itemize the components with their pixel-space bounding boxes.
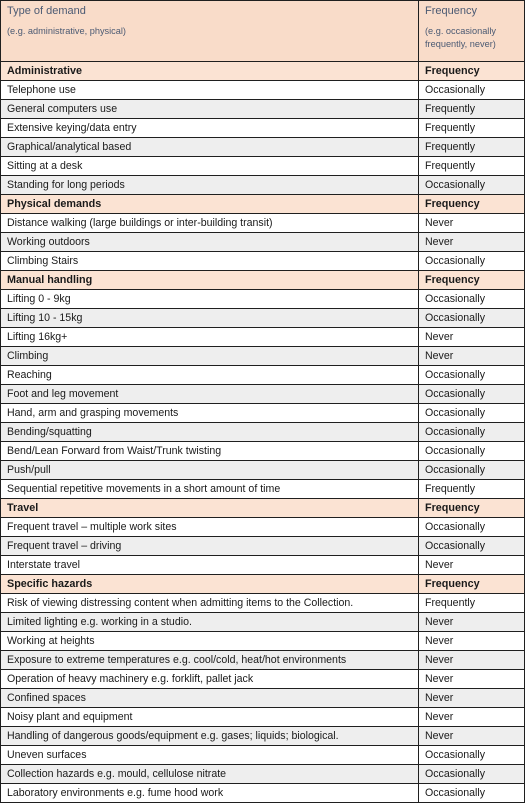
table-row (1, 423, 525, 442)
table-row (1, 518, 525, 537)
section-title: Administrative (1, 62, 419, 81)
demand-cell: Handling of dangerous goods/equipment e.g. gases; liquids; biological. (1, 727, 419, 746)
frequency-cell: Occasionally (419, 784, 525, 803)
header-frequency (419, 1, 525, 62)
demand-cell: Uneven surfaces (1, 746, 419, 765)
frequency-cell: Occasionally (419, 176, 525, 195)
frequency-cell: Never (419, 328, 525, 347)
table-row (1, 708, 525, 727)
frequency-cell: Occasionally (419, 81, 525, 100)
frequency-cell: Occasionally (419, 252, 525, 271)
section-frequency-label: Frequency (419, 195, 525, 214)
frequency-cell: Frequently (419, 138, 525, 157)
section-header-row (1, 575, 525, 594)
section-frequency-label: Frequency (419, 575, 525, 594)
frequency-cell: Never (419, 556, 525, 575)
table-row (1, 366, 525, 385)
table-row (1, 442, 525, 461)
frequency-cell: Frequently (419, 480, 525, 499)
table-row (1, 119, 525, 138)
demand-cell: Standing for long periods (1, 176, 419, 195)
table-row (1, 157, 525, 176)
table-row (1, 233, 525, 252)
table-row (1, 252, 525, 271)
demand-cell: Telephone use (1, 81, 419, 100)
table-row (1, 100, 525, 119)
frequency-cell: Occasionally (419, 442, 525, 461)
table-row (1, 537, 525, 556)
demand-cell: Climbing (1, 347, 419, 366)
header-type-of-demand (1, 1, 419, 62)
table-row (1, 480, 525, 499)
frequency-cell: Never (419, 347, 525, 366)
demand-cell: General computers use (1, 100, 419, 119)
demand-cell: Operation of heavy machinery e.g. forklift, pallet jack (1, 670, 419, 689)
header-frequency-title: Frequency (425, 5, 477, 17)
table-row (1, 309, 525, 328)
section-header-row (1, 499, 525, 518)
table-row (1, 670, 525, 689)
frequency-cell: Occasionally (419, 518, 525, 537)
table-header-row (1, 1, 525, 62)
demand-cell: Lifting 16kg+ (1, 328, 419, 347)
table-row (1, 556, 525, 575)
demand-cell: Sitting at a desk (1, 157, 419, 176)
table-row (1, 727, 525, 746)
section-title: Specific hazards (1, 575, 419, 594)
header-type-title: Type of demand (7, 5, 86, 17)
demand-cell: Lifting 0 - 9kg (1, 290, 419, 309)
frequency-cell: Never (419, 708, 525, 727)
demand-cell: Bending/squatting (1, 423, 419, 442)
table-row (1, 176, 525, 195)
demand-cell: Working at heights (1, 632, 419, 651)
table-row (1, 328, 525, 347)
table-row (1, 632, 525, 651)
demand-cell: Distance walking (large buildings or inter-building transit) (1, 214, 419, 233)
table-row (1, 138, 525, 157)
demand-cell: Lifting 10 - 15kg (1, 309, 419, 328)
table-row (1, 385, 525, 404)
demand-cell: Frequent travel – multiple work sites (1, 518, 419, 537)
demand-cell: Reaching (1, 366, 419, 385)
frequency-cell: Never (419, 670, 525, 689)
section-title: Physical demands (1, 195, 419, 214)
demand-cell: Working outdoors (1, 233, 419, 252)
table-row (1, 404, 525, 423)
section-title: Manual handling (1, 271, 419, 290)
frequency-cell: Never (419, 613, 525, 632)
section-frequency-label: Frequency (419, 499, 525, 518)
frequency-cell: Occasionally (419, 746, 525, 765)
table-row (1, 461, 525, 480)
demand-cell: Graphical/analytical based (1, 138, 419, 157)
table-row (1, 214, 525, 233)
header-type-subtitle: (e.g. administrative, physical) (7, 26, 126, 36)
header-frequency-subtitle: (e.g. occasionally frequently, never) (425, 26, 496, 49)
frequency-cell: Occasionally (419, 385, 525, 404)
frequency-cell: Occasionally (419, 765, 525, 784)
frequency-cell: Occasionally (419, 290, 525, 309)
table-row (1, 746, 525, 765)
demand-cell: Confined spaces (1, 689, 419, 708)
section-header-row (1, 195, 525, 214)
section-title: Travel (1, 499, 419, 518)
frequency-cell: Never (419, 632, 525, 651)
demand-cell: Frequent travel – driving (1, 537, 419, 556)
section-header-row (1, 62, 525, 81)
table-row (1, 613, 525, 632)
frequency-cell: Never (419, 214, 525, 233)
demand-cell: Extensive keying/data entry (1, 119, 419, 138)
frequency-cell: Never (419, 651, 525, 670)
frequency-cell: Never (419, 233, 525, 252)
demand-cell: Laboratory environments e.g. fume hood work (1, 784, 419, 803)
table-row (1, 594, 525, 613)
section-frequency-label: Frequency (419, 62, 525, 81)
frequency-cell: Occasionally (419, 423, 525, 442)
demand-cell: Collection hazards e.g. mould, cellulose nitrate (1, 765, 419, 784)
demand-cell: Sequential repetitive movements in a short amount of time (1, 480, 419, 499)
demand-cell: Hand, arm and grasping movements (1, 404, 419, 423)
demand-cell: Interstate travel (1, 556, 419, 575)
frequency-cell: Occasionally (419, 537, 525, 556)
demand-cell: Risk of viewing distressing content when admitting items to the Collection. (1, 594, 419, 613)
table-row (1, 81, 525, 100)
frequency-cell: Frequently (419, 119, 525, 138)
demand-cell: Bend/Lean Forward from Waist/Trunk twisting (1, 442, 419, 461)
section-frequency-label: Frequency (419, 271, 525, 290)
frequency-cell: Never (419, 689, 525, 708)
frequency-cell: Frequently (419, 100, 525, 119)
frequency-cell: Occasionally (419, 366, 525, 385)
table-row (1, 689, 525, 708)
section-header-row (1, 271, 525, 290)
demand-cell: Exposure to extreme temperatures e.g. cool/cold, heat/hot environments (1, 651, 419, 670)
demand-cell: Climbing Stairs (1, 252, 419, 271)
frequency-cell: Never (419, 727, 525, 746)
table-row (1, 290, 525, 309)
table-row (1, 651, 525, 670)
demand-cell: Foot and leg movement (1, 385, 419, 404)
frequency-cell: Occasionally (419, 309, 525, 328)
frequency-cell: Occasionally (419, 461, 525, 480)
demand-cell: Limited lighting e.g. working in a studio. (1, 613, 419, 632)
table-body (1, 62, 525, 803)
demand-cell: Noisy plant and equipment (1, 708, 419, 727)
table-row (1, 765, 525, 784)
table-row (1, 347, 525, 366)
demand-cell: Push/pull (1, 461, 419, 480)
frequency-cell: Occasionally (419, 404, 525, 423)
frequency-cell: Frequently (419, 594, 525, 613)
table-row (1, 784, 525, 803)
frequency-cell: Frequently (419, 157, 525, 176)
